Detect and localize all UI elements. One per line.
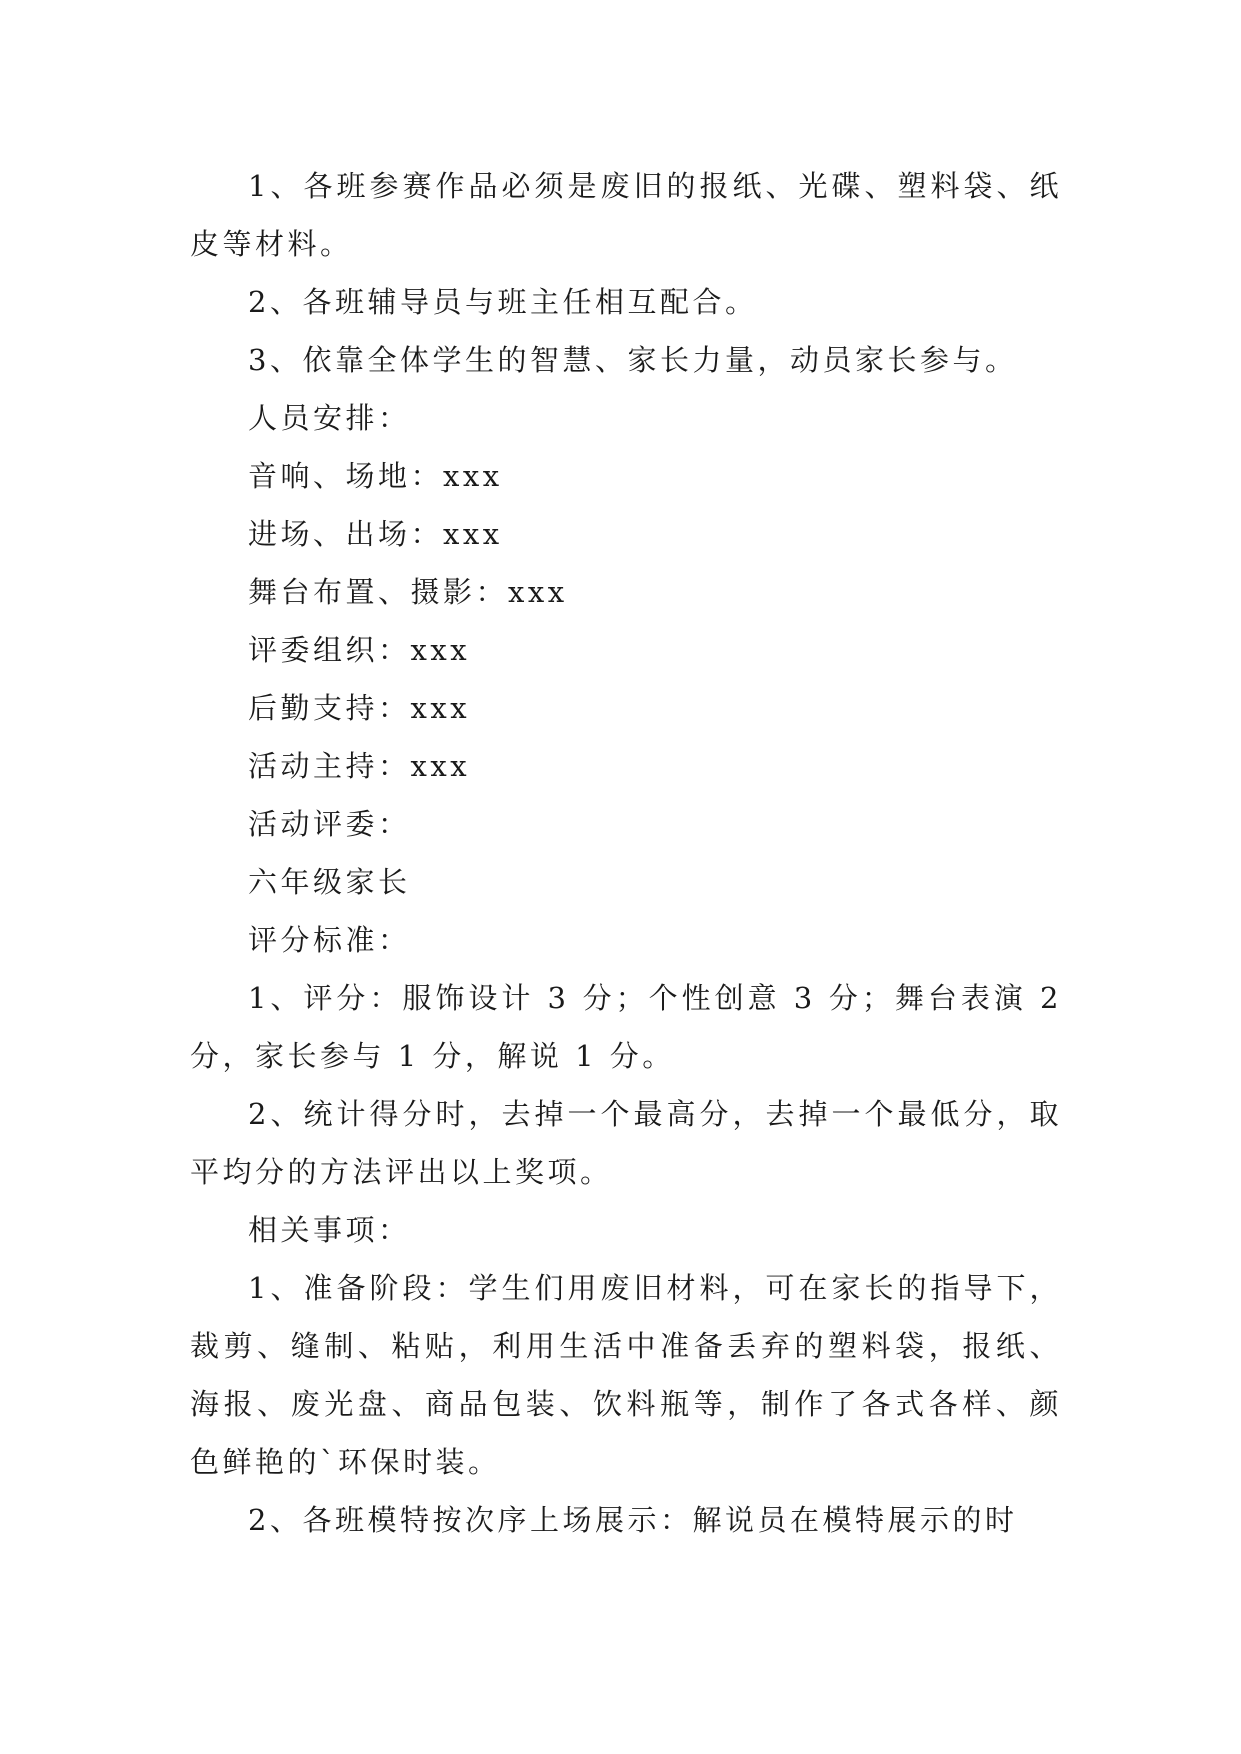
scoring-method: 2、统计得分时，去掉一个最高分，去掉一个最低分，取平均分的方法评出以上奖项。 <box>190 1097 1062 1189</box>
matters-model-showcase: 2、各班模特按次序上场展示：解说员在模特展示的时 <box>248 1503 1018 1537</box>
judges-sixth-grade-parents: 六年级家长 <box>248 865 411 899</box>
paragraph-coordination: 2、各班辅导员与班主任相互配合。 <box>248 285 758 319</box>
staff-sound-venue: 音响、场地：xxx <box>248 459 503 493</box>
staff-entry-exit: 进场、出场：xxx <box>248 517 503 551</box>
paragraph-parent-participation: 3、依靠全体学生的智慧、家长力量，动员家长参与。 <box>248 343 1018 377</box>
heading-scoring-criteria: 评分标准： <box>248 923 411 957</box>
staff-judges-organization: 评委组织：xxx <box>248 633 471 667</box>
document-body <box>190 157 1062 1549</box>
heading-judges: 活动评委： <box>248 807 411 841</box>
scoring-points: 1、评分：服饰设计 3 分；个性创意 3 分；舞台表演 2 分，家长参与 1 分，解说 1 分。 <box>190 981 1062 1073</box>
paragraph-material-requirement: 1、各班参赛作品必须是废旧的报纸、光碟、塑料袋、纸皮等材料。 <box>190 169 1062 261</box>
staff-logistics: 后勤支持：xxx <box>248 691 471 725</box>
matters-preparation-stage: 1、准备阶段：学生们用废旧材料，可在家长的指导下，裁剪、缝制、粘贴，利用生活中准备丢弃的塑料袋，报纸、海报、废光盘、商品包装、饮料瓶等，制作了各式各样、颜色鲜艳的`环保时装。 <box>190 1271 1062 1479</box>
heading-related-matters: 相关事项： <box>248 1213 411 1247</box>
heading-staff-arrangement: 人员安排： <box>248 401 411 435</box>
staff-host: 活动主持：xxx <box>248 749 471 783</box>
staff-stage-photography: 舞台布置、摄影：xxx <box>248 575 568 609</box>
